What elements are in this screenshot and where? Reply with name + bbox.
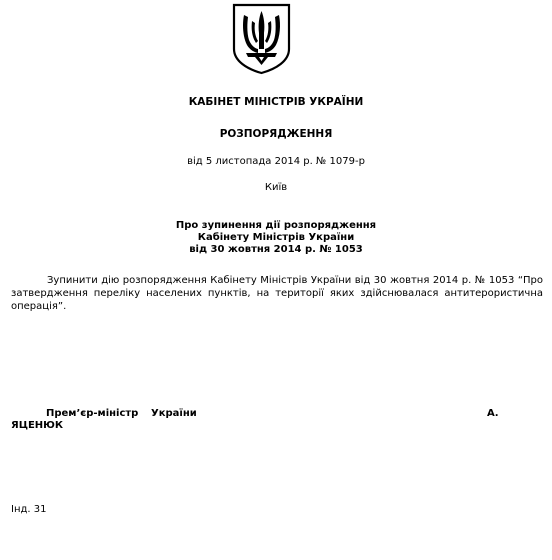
signatory-surname: ЯЦЕНЮК xyxy=(11,420,64,431)
signatory-country: України xyxy=(151,408,197,419)
body-paragraph xyxy=(11,274,543,313)
document-index: Інд. 31 xyxy=(11,504,47,515)
body-paragraph-text: Зупинити дію розпорядження Кабінету Міністрів України від 30 жовтня 2014 р. № 1053 “Про затвердження переліку населених пунктів, на території яких здійснювалася антитерористична операція”. xyxy=(11,275,543,312)
title-line: від 30 жовтня 2014 р. № 1053 xyxy=(189,244,363,255)
issuing-authority: КАБІНЕТ МІНІСТРІВ УКРАЇНИ xyxy=(188,96,364,108)
trident-coat-of-arms-icon xyxy=(232,3,291,75)
document-title xyxy=(0,220,552,256)
signatory-role: Прем’єр-міністр xyxy=(46,408,139,419)
document-city: Київ xyxy=(264,182,288,193)
title-line: Кабінету Міністрів України xyxy=(197,232,355,243)
title-line: Про зупинення дії розпорядження xyxy=(175,220,377,231)
document-date-number: від 5 листопада 2014 р. № 1079-р xyxy=(187,156,365,167)
signatory-initial: А. xyxy=(487,408,499,419)
document-type: РОЗПОРЯДЖЕННЯ xyxy=(219,128,333,140)
